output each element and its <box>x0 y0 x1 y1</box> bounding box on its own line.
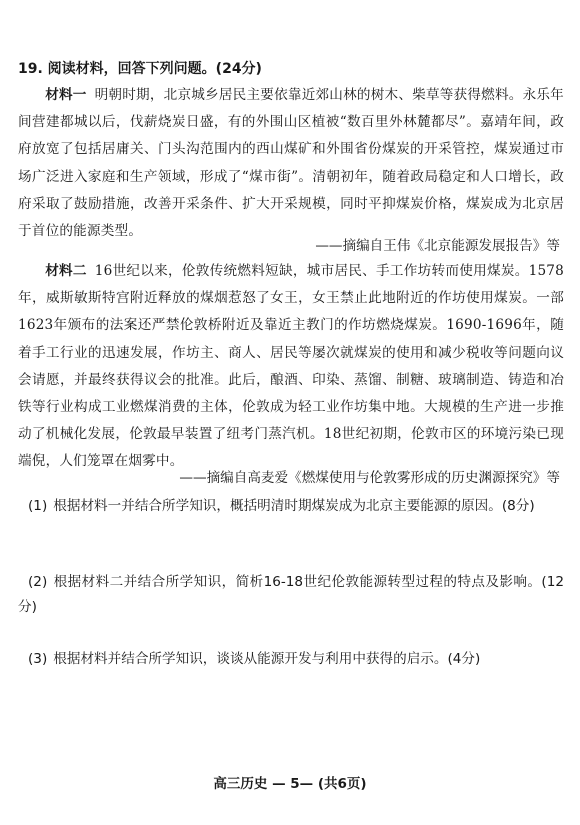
sub-question-1-text: 根据材料一并结合所学知识，概括明清时期煤炭成为北京主要能源的原因。(8分) <box>53 498 535 514</box>
material-two <box>18 258 564 476</box>
sub-question-1 <box>18 494 564 519</box>
page-footer: 高三历史 — 5— (共6页) <box>213 776 367 792</box>
material-one-text: 明朝时期，北京城乡居民主要依靠近郊山林的树木、柴草等获得燃料。永乐年间营建都城以后，伐薪烧炭日盛，有的外围山区植被“数百里外林麓都尽”。嘉靖年间，政府放宽了包括居庸关、门头沟范围内的西山煤矿和外围省份煤炭的开采管控，煤炭通过市场广泛进入家庭和生产领域，形成了“煤市街”。清朝初年，随着政局稳定和人口增长，政府采取了鼓励措施，改善开采条件、扩大开采规模，同时平抑煤炭价格，煤炭成为北京居于首位的能源类型。 <box>18 87 564 240</box>
sub-question-2-number: (2) <box>28 574 48 590</box>
sub-question-3-text: 根据材料并结合所学知识，谈谈从能源开发与利用中获得的启示。(4分) <box>53 651 481 667</box>
sub-question-2-text: 根据材料二并结合所学知识，简析16-18世纪伦敦能源转型过程的特点及影响。(12分) <box>18 574 564 615</box>
material-one-source: ——摘编自王伟《北京能源发展报告》等 <box>315 238 560 254</box>
sub-question-1-number: (1) <box>28 498 48 514</box>
material-one-label: 材料一 <box>45 87 87 103</box>
material-one <box>18 82 564 245</box>
material-two-label: 材料二 <box>45 263 87 279</box>
material-two-text: 16世纪以来，伦敦传统燃料短缺，城市居民、手工作坊转而使用煤炭。1578年，威斯敏斯特宫附近释放的煤烟惹怒了女王，女王禁止此地附近的作坊使用煤炭。一部1623年颁布的法案还严禁伦敦桥附近及靠近主教门的作坊燃烧煤炭。1690-1696年，随着手工行业的迅速发展，作坊主、商人、居民等屡次就煤炭的使用和减少税收等问题向议会请愿，并最终获得议会的批准。此后，酿酒、印染、蒸馏、制糖、玻璃制造、铸造和冶铁等行业构成工业燃煤消费的主体，伦敦成为轻工业作坊集中地。大规模的生产进一步推动了机械化发展，伦敦最早装置了纽考门蒸汽机。18世纪初期，伦敦市区的环境污染已现端倪，人们笼罩在烟雾中。 <box>18 263 564 470</box>
sub-question-3 <box>18 647 564 672</box>
question-title: 19. 阅读材料，回答下列问题。(24分) <box>18 61 262 77</box>
material-two-source: ——摘编自高麦爱《燃煤使用与伦敦雾形成的历史渊源探究》等 <box>179 470 560 486</box>
sub-question-2 <box>18 570 564 620</box>
sub-question-3-number: (3) <box>28 651 48 667</box>
